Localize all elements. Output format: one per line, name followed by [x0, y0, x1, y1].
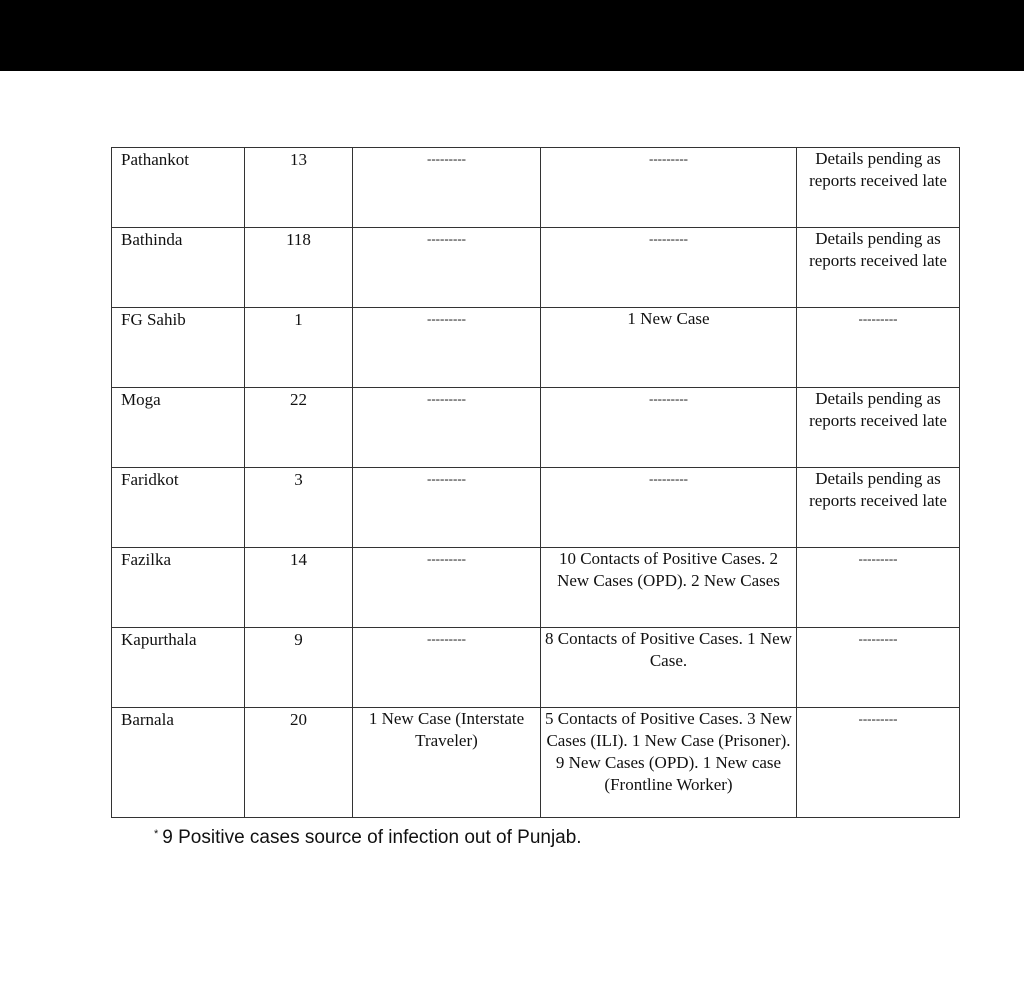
table-row — [112, 628, 960, 708]
travel-source-cell: --------- — [353, 628, 541, 708]
remarks-cell: Details pending as reports received late — [797, 388, 960, 468]
footnote — [154, 827, 582, 849]
remarks-cell: --------- — [797, 708, 960, 818]
remarks-cell: --------- — [797, 548, 960, 628]
remarks-cell: Details pending as reports received late — [797, 228, 960, 308]
travel-source-cell: --------- — [353, 388, 541, 468]
local-source-cell: 10 Contacts of Positive Cases. 2 New Cases (OPD). 2 New Cases — [541, 548, 797, 628]
travel-source-cell: --------- — [353, 148, 541, 228]
local-source-cell: 5 Contacts of Positive Cases. 3 New Cases (ILI). 1 New Case (Prisoner). 9 New Cases (OPD). 1 New case (Frontline Worker) — [541, 708, 797, 818]
footnote-text: 9 Positive cases source of infection out of Punjab. — [162, 827, 582, 848]
table-row — [112, 308, 960, 388]
district-cell: Faridkot — [112, 468, 245, 548]
table-row — [112, 468, 960, 548]
case-count-cell: 1 — [245, 308, 353, 388]
travel-source-cell: --------- — [353, 228, 541, 308]
district-cell: Moga — [112, 388, 245, 468]
table-row — [112, 708, 960, 818]
table-row — [112, 388, 960, 468]
case-count-cell: 20 — [245, 708, 353, 818]
local-source-cell: --------- — [541, 468, 797, 548]
local-source-cell: --------- — [541, 388, 797, 468]
case-count-cell: 118 — [245, 228, 353, 308]
table-row — [112, 148, 960, 228]
travel-source-cell: --------- — [353, 548, 541, 628]
district-cell: Barnala — [112, 708, 245, 818]
table-row — [112, 228, 960, 308]
district-cell: FG Sahib — [112, 308, 245, 388]
district-cell: Fazilka — [112, 548, 245, 628]
district-cell: Kapurthala — [112, 628, 245, 708]
travel-source-cell: 1 New Case (Interstate Traveler) — [353, 708, 541, 818]
case-count-cell: 22 — [245, 388, 353, 468]
table-row — [112, 548, 960, 628]
top-black-bar — [0, 0, 1024, 71]
remarks-cell: Details pending as reports received late — [797, 468, 960, 548]
case-count-cell: 9 — [245, 628, 353, 708]
remarks-cell: --------- — [797, 308, 960, 388]
remarks-cell: Details pending as reports received late — [797, 148, 960, 228]
local-source-cell: --------- — [541, 228, 797, 308]
district-cases-table — [111, 147, 960, 818]
district-cell: Bathinda — [112, 228, 245, 308]
local-source-cell: 1 New Case — [541, 308, 797, 388]
district-cell: Pathankot — [112, 148, 245, 228]
case-count-cell: 3 — [245, 468, 353, 548]
travel-source-cell: --------- — [353, 468, 541, 548]
remarks-cell: --------- — [797, 628, 960, 708]
local-source-cell: --------- — [541, 148, 797, 228]
travel-source-cell: --------- — [353, 308, 541, 388]
case-count-cell: 13 — [245, 148, 353, 228]
case-count-cell: 14 — [245, 548, 353, 628]
local-source-cell: 8 Contacts of Positive Cases. 1 New Case. — [541, 628, 797, 708]
footnote-marker: * — [154, 828, 159, 840]
